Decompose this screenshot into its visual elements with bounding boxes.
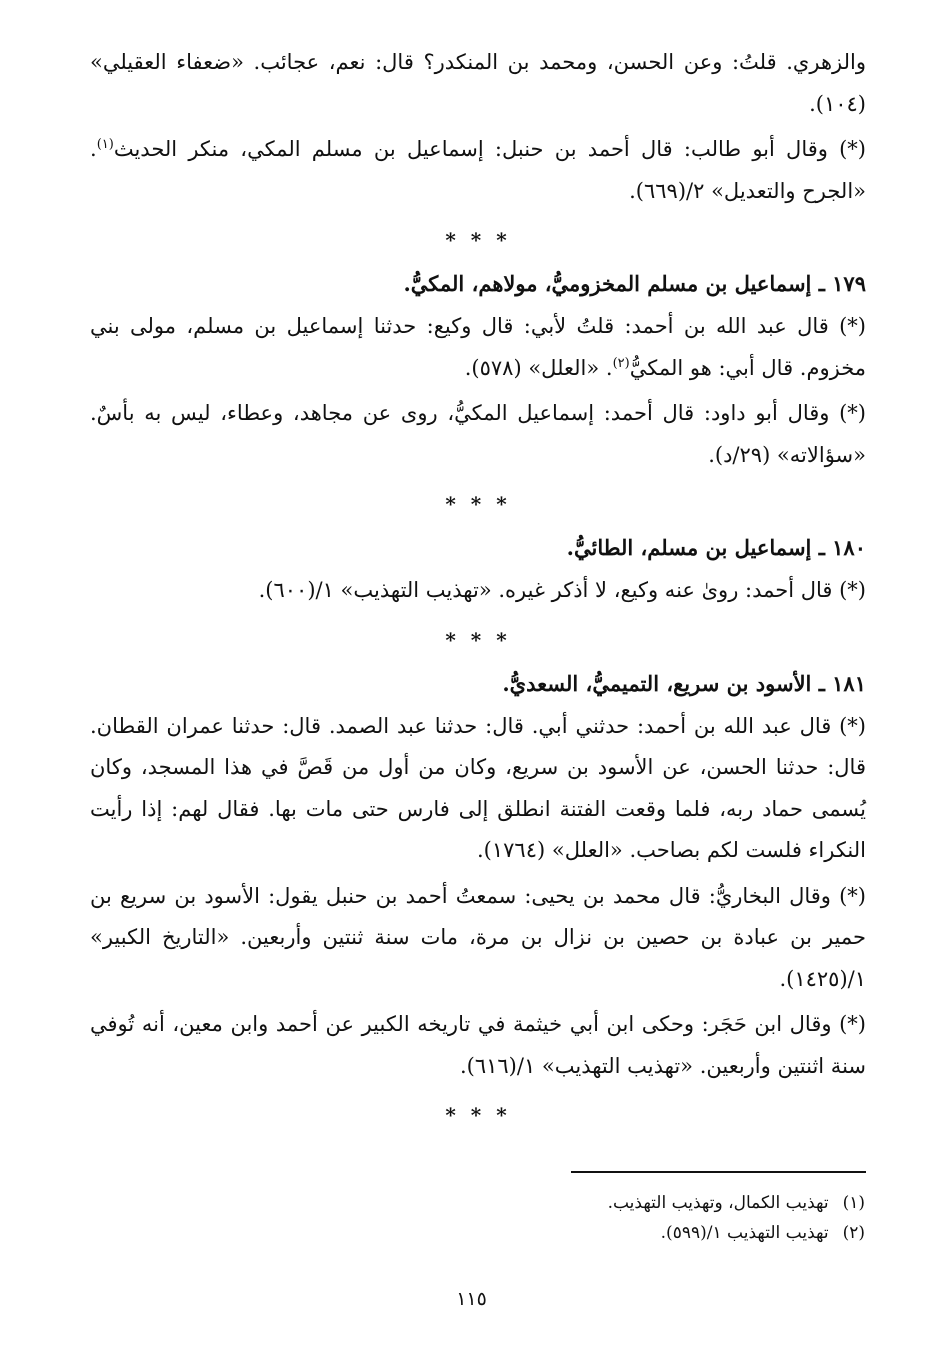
footnote-text: تهذيب الكمال، وتهذيب التهذيب. — [607, 1193, 829, 1213]
entry-179-paragraph-2: (*) وقال أبو داود: قال أحمد: إسماعيل المكيُّ، روى عن مجاهد، وعطاء، ليس به بأسٌ. «سؤالاته» (٢٩/د). — [90, 401, 866, 467]
entry-181-paragraph-1: (*) قال عبد الله بن أحمد: حدثني أبي. قال: حدثنا عبد الصمد. قال: حدثنا عمران القطان. قال: حدثنا الحسن، عن الأسود بن سريع، وكان من أول من قَصَّ في هذا المسجد، وكان يُسمى حماد ربه، فلما وقعت الفتنة انطلق إلى فارس حتى مات بها. فقال لهم: إذا رأيت النكراء فلست لكم بصاحب. «العلل» (١٧٦٤). — [90, 713, 866, 862]
footnote-number: (٢) — [842, 1223, 865, 1243]
paragraph-text: (*) وقال أبو طالب: قال أحمد بن حنبل: إسماعيل بن مسلم المكي، منكر الحديث — [113, 137, 866, 161]
section-separator: * * * — [445, 1103, 511, 1127]
footnote-marker: (١) — [96, 137, 114, 152]
footnote-text: تهذيب التهذيب ١/(٥٩٩). — [660, 1223, 829, 1243]
entry-179-paragraph-1 — [90, 306, 866, 389]
entry-heading-181: ١٨١ ـ الأسود بن سريع، التميميُّ، السعديُّ. — [502, 670, 866, 696]
footnotes — [445, 1188, 865, 1248]
page-body — [90, 42, 866, 1139]
paragraph-text: . «الجرح والتعديل» ٢/(٦٦٩). — [90, 137, 866, 203]
entry-heading-179: ١٧٩ ـ إسماعيل بن مسلم المخزوميُّ، مولاهم، المكيُّ. — [403, 271, 866, 296]
footnote-number: (١) — [842, 1193, 865, 1213]
entry-180-paragraph-1: (*) قال أحمد: روىٰ عنه وكيع، لا أذكر غيره. «تهذيب التهذيب» ١/(٦٠٠). — [258, 578, 866, 602]
footnote-marker: (٢) — [612, 355, 630, 371]
paragraph-text: (*) قال عبد الله بن أحمد: قلتُ لأبي: قال وكيع: حدثنا إسماعيل بن مسلم، مولى بني مخزوم. قال أبي: هو المكيُّ — [90, 314, 866, 380]
entry-heading-180: ١٨٠ ـ إسماعيل بن مسلم، الطائيُّ. — [566, 535, 866, 560]
footnote-1 — [445, 1188, 865, 1218]
paragraph-abu-talib — [90, 129, 866, 212]
entry-181-paragraph-3: (*) وقال ابن حَجَر: وحكى ابن أبي خيثمة في تاريخه الكبير عن أحمد وابن معين، أنه تُوفي سنة اثنتين وأربعين. «تهذيب التهذيب» ١/(٦١٦). — [90, 1012, 866, 1078]
section-separator: * * * — [445, 228, 511, 252]
footnote-2 — [445, 1218, 865, 1248]
paragraph-text: . «العلل» (٥٧٨). — [464, 355, 613, 380]
page-number: ١١٥ — [456, 1288, 487, 1310]
footnote-divider — [571, 1171, 866, 1173]
paragraph-continuation: والزهري. قلتُ: وعن الحسن، ومحمد بن المنكدر؟ قال: نعم، عجائب. «ضعفاء العقيلي» (١٠٤). — [90, 50, 866, 116]
entry-181-paragraph-2: (*) وقال البخاريُّ: قال محمد بن يحيى: سمعتُ أحمد بن حنبل يقول: الأسود بن سريع بن حمير بن عبادة بن حصين بن نزال بن مرة، مات سنة ثنتين وأربعين. «التاريخ الكبير» ١/(١٤٢٥). — [90, 883, 866, 991]
section-separator: * * * — [445, 627, 511, 652]
section-separator: * * * — [445, 492, 511, 516]
